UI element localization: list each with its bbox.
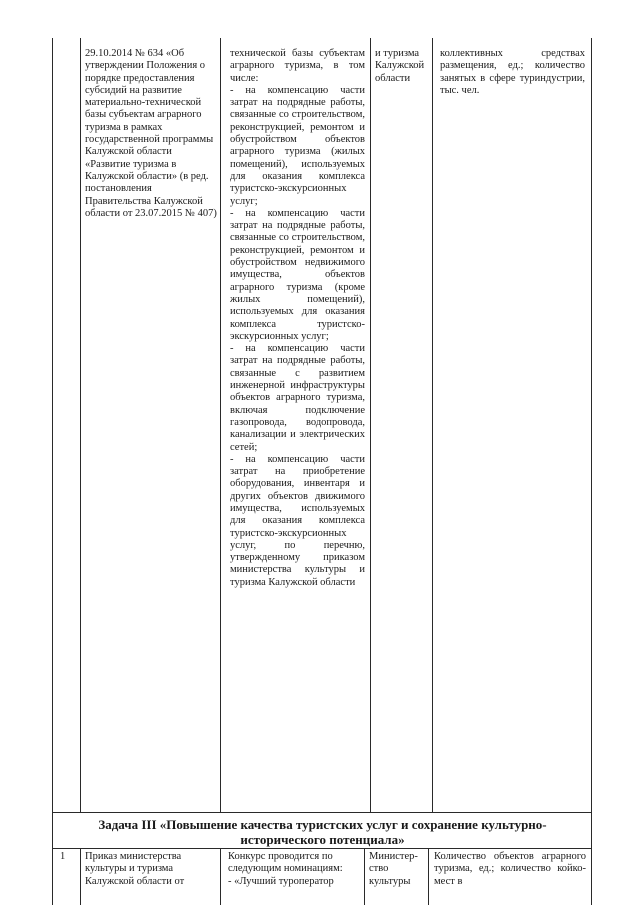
row-separator-top <box>52 812 592 813</box>
bottom-row-executor: Министер-ство культуры <box>369 851 418 887</box>
task-heading: Задача III «Повышение качества туристских услуг и сохранение культурно-исторического потенциала» <box>98 817 547 847</box>
column-divider-document <box>220 38 221 812</box>
column-divider-executor <box>432 38 433 812</box>
bottom-row-number: 1 <box>60 851 66 862</box>
bottom-divider-executor <box>428 848 429 905</box>
top-row-description: технической базы субъектам аграрного туризма, в том числе: - на компенсацию части затрат на подрядные работы, связанные со строительством, реконструкцией, ремонтом и обустройством объектов аграрного туризма (жилых помещений), используемых для оказания комплекса туристско-экскурсионных услуг; - на компенсацию части затрат на подрядные работы, связанные со строительством, реконструкцией, ремонтом и обустройством недвижимого имущества, объектов аграрного туризма (кроме жилых помещений), используемых для оказания комплекса туристско-экскурсионных услуг; - на компенсацию части затрат на подрядные работы, связанные с развитием инженерной инфраструктуры объектов аграрного туризма, включая подключение газопровода, водопровода, канализации и электрических сетей; - на компенсацию части затрат на приобретение оборудования, инвентаря и других объектов движимого имущества, используемых для оказания комплекса туристско-экскурсионных услуг, по перечню, утвержденному приказом министерства культуры и туризма Калужской области <box>230 48 365 588</box>
row-separator-heading <box>52 848 592 849</box>
bottom-divider-description <box>364 848 365 905</box>
bottom-row-description: Конкурс проводится по следующим номинациям: - «Лучший туроператор <box>228 851 343 887</box>
top-row-indicators: коллективных средствах размещения, ед.; количество занятых в сфере туриндустрии, тыс. чел. <box>440 48 585 96</box>
bottom-divider-document <box>220 848 221 905</box>
top-row-document-reference: 29.10.2014 № 634 «Об утверждении Положения о порядке предоставления субсидий на развитие материально-технической базы субъектам аграрного туризма в рамках государственной программы Калужской области «Развитие туризма в Калужской области» (в ред. постановления Правительства Калужской области от 23.07.2015 № 407) <box>85 48 217 219</box>
bottom-border-left <box>52 848 53 905</box>
bottom-divider-number <box>80 848 81 905</box>
column-divider-description <box>370 38 371 812</box>
heading-border-right <box>591 812 592 848</box>
bottom-border-right <box>591 848 592 905</box>
bottom-row-indicators: Количество объектов аграрного туризма, ед.; количество койко-мест в <box>434 851 586 887</box>
column-divider-number <box>80 38 81 812</box>
bottom-row-document-reference: Приказ министерства культуры и туризма Калужской области от <box>85 851 185 887</box>
table-border-right <box>591 38 592 812</box>
heading-border-left <box>52 812 53 848</box>
top-row-executor: и туризма Калужской области <box>375 48 425 84</box>
table-border-left <box>52 38 53 812</box>
